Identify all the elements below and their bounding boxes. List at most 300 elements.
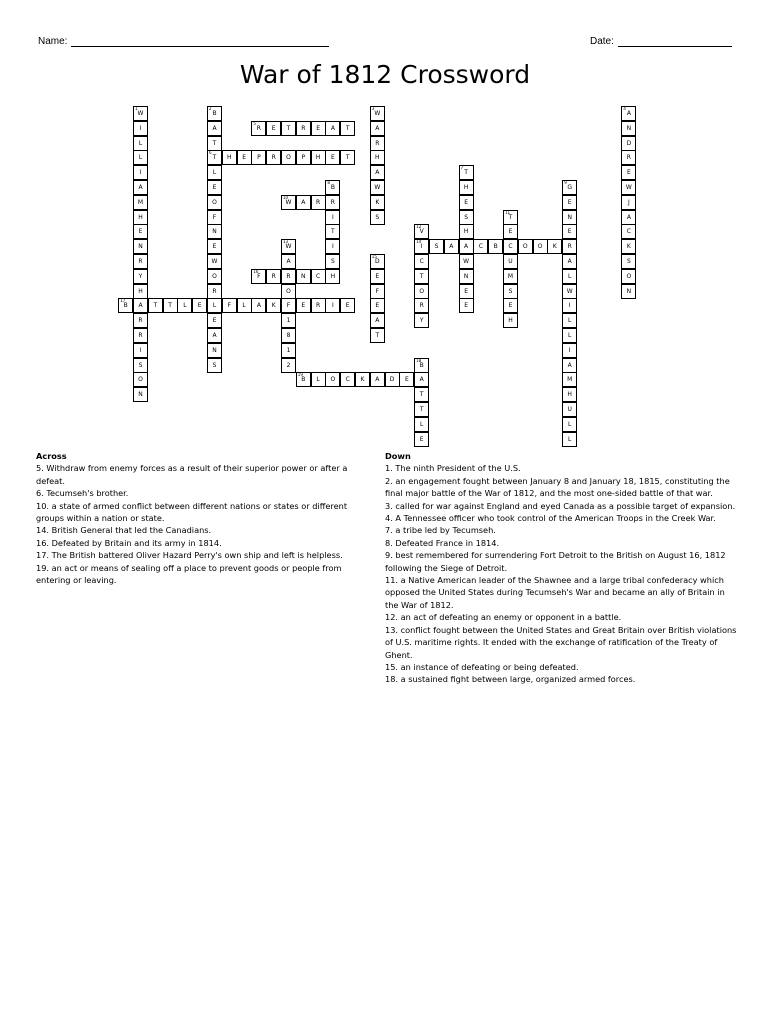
grid-cell[interactable] (311, 298, 326, 313)
cell-letter: E (345, 302, 350, 310)
cell-letter: P (301, 154, 306, 162)
cell-letter: N (138, 391, 143, 399)
grid-cell[interactable] (621, 180, 636, 195)
grid-cell[interactable] (207, 121, 222, 136)
grid-cell[interactable] (296, 269, 311, 284)
grid-cell[interactable] (148, 298, 163, 313)
grid-cell[interactable] (562, 343, 577, 358)
grid-cell[interactable] (133, 313, 148, 328)
grid-cell[interactable] (133, 372, 148, 387)
grid-cell[interactable] (266, 298, 281, 313)
cell-letter: Y (138, 272, 143, 280)
cell-letter: R (212, 287, 217, 295)
grid-cell[interactable] (340, 372, 355, 387)
grid-cell[interactable] (192, 298, 207, 313)
grid-cell[interactable] (562, 313, 577, 328)
grid-cell[interactable] (251, 150, 266, 165)
down-clue: 11. a Native American leader of the Shawnee and a large tribal confederacy which opposed the United States during Tecumseh's War and became an ally of Britain in the War of 1812. (385, 575, 725, 610)
grid-cell[interactable] (296, 150, 311, 165)
cell-letter: B (419, 361, 424, 369)
cell-letter: T (345, 154, 350, 162)
grid-cell[interactable] (562, 328, 577, 343)
grid-cell[interactable] (133, 343, 148, 358)
cell-letter: K (271, 302, 276, 310)
cell-letter: O (286, 287, 291, 295)
grid-cell[interactable] (414, 358, 429, 373)
cell-letter: W (285, 243, 292, 251)
cell-letter: 8 (286, 332, 291, 339)
cell-letter: R (567, 243, 572, 251)
cell-letter: T (212, 139, 217, 147)
grid-cell[interactable] (459, 269, 474, 284)
cell-letter: N (301, 272, 306, 280)
grid-cell[interactable] (133, 224, 148, 239)
cell-letter: A (626, 110, 631, 117)
cell-letter: C (419, 258, 424, 265)
down-clue: 13. conflict fought between the United States and Great Britain over British violations of U.S. maritime rights. It ended with the exchange of ratification of the Treaty of Ghent. (385, 624, 737, 660)
grid-cell[interactable] (325, 121, 340, 136)
grid-cell[interactable] (281, 328, 296, 343)
cell-letter: K (375, 198, 380, 206)
grid-cell[interactable] (325, 269, 340, 284)
grid-cell[interactable] (533, 239, 548, 254)
grid-cell[interactable] (266, 150, 281, 165)
grid-cell[interactable] (503, 313, 518, 328)
grid-cell[interactable] (621, 150, 636, 165)
down-heading: Down (385, 451, 411, 461)
cell-letter: H (375, 154, 380, 162)
cell-letter: N (463, 272, 469, 280)
grid-cell[interactable] (370, 284, 385, 299)
cell-letter: E (375, 302, 380, 310)
cell-letter: L (568, 420, 572, 428)
grid-cell[interactable] (133, 328, 148, 343)
cell-letter: A (449, 243, 454, 251)
grid-cell[interactable] (370, 150, 385, 165)
grid-cell[interactable] (325, 224, 340, 239)
cell-letter: O (138, 376, 143, 384)
grid-cell[interactable] (459, 298, 474, 313)
grid-cell[interactable] (207, 298, 222, 313)
grid-cell[interactable] (251, 298, 266, 313)
grid-cell[interactable] (370, 328, 385, 343)
grid-cell[interactable] (562, 417, 577, 432)
grid-cell[interactable] (266, 121, 281, 136)
grid-cell[interactable] (370, 298, 385, 313)
grid-cell[interactable] (340, 150, 355, 165)
grid-cell[interactable] (459, 165, 474, 180)
across-clue: 16. Defeated by Britain and its army in 1814. (36, 537, 222, 548)
grid-cell[interactable] (281, 121, 296, 136)
grid-cell[interactable] (370, 195, 385, 210)
grid-cell[interactable] (340, 121, 355, 136)
grid-cell[interactable] (207, 269, 222, 284)
down-clue-list (385, 462, 737, 685)
grid-cell[interactable] (414, 432, 429, 447)
cell-letter: W (463, 258, 470, 265)
cell-letter: E (508, 302, 513, 310)
grid-cell[interactable] (370, 121, 385, 136)
grid-cell[interactable] (370, 269, 385, 284)
grid-cell[interactable] (133, 269, 148, 284)
clue-number: 16 (253, 268, 259, 274)
grid-cell[interactable] (621, 224, 636, 239)
grid-cell[interactable] (621, 239, 636, 254)
cell-letter: A (567, 361, 572, 369)
cell-letter: R (330, 198, 335, 206)
cell-letter: I (332, 243, 334, 251)
cell-letter: U (508, 258, 513, 265)
grid-cell[interactable] (562, 254, 577, 269)
grid-cell[interactable] (281, 343, 296, 358)
down-clue: 12. an act of defeating an enemy or opponent in a battle. (385, 612, 622, 623)
grid-cell[interactable] (370, 165, 385, 180)
grid-cell[interactable] (385, 372, 400, 387)
grid-cell[interactable] (207, 239, 222, 254)
cell-letter: U (567, 406, 572, 413)
cell-letter: S (212, 361, 217, 369)
grid-cell[interactable] (562, 402, 577, 417)
grid-cell[interactable] (562, 224, 577, 239)
cell-letter: C (508, 243, 513, 251)
grid-cell[interactable] (296, 121, 311, 136)
grid-cell[interactable] (133, 106, 148, 121)
cell-letter: L (212, 302, 217, 310)
grid-cell[interactable] (325, 372, 340, 387)
grid-cell[interactable] (562, 372, 577, 387)
cell-letter: R (316, 198, 321, 206)
grid-cell[interactable] (133, 150, 148, 165)
grid-cell[interactable] (503, 224, 518, 239)
grid-cell[interactable] (621, 106, 636, 121)
grid-cell[interactable] (311, 269, 326, 284)
cell-letter: R (271, 154, 276, 162)
cell-letter: I (332, 302, 334, 310)
page-title: War of 1812 Crossword (239, 60, 531, 89)
grid-cell[interactable] (414, 417, 429, 432)
cell-letter: T (212, 154, 217, 162)
across-clue: 14. British General that led the Canadians. (36, 525, 212, 536)
grid-cell[interactable] (503, 284, 518, 299)
grid-cell[interactable] (414, 284, 429, 299)
down-clue: 8. Defeated France in 1814. (385, 537, 500, 548)
grid-cell[interactable] (562, 210, 577, 225)
grid-cell[interactable] (370, 106, 385, 121)
grid-cell[interactable] (459, 180, 474, 195)
cell-letter: E (464, 302, 468, 310)
grid-cell[interactable] (503, 254, 518, 269)
grid-cell[interactable] (237, 298, 252, 313)
down-clue: 15. an instance of defeating or being defeated. (385, 661, 579, 672)
grid-cell[interactable] (133, 210, 148, 225)
cell-letter: 1 (286, 346, 291, 354)
grid-cell[interactable] (133, 195, 148, 210)
cell-letter: B (212, 110, 217, 117)
grid-cell[interactable] (414, 254, 429, 269)
cell-letter: T (508, 213, 513, 221)
cell-letter: H (463, 184, 469, 191)
grid-cell[interactable] (311, 121, 326, 136)
grid-cell[interactable] (562, 298, 577, 313)
cell-letter: W (374, 184, 381, 191)
clue-number: 1 (135, 106, 138, 111)
grid-cell[interactable] (399, 372, 414, 387)
grid-cell[interactable] (222, 150, 237, 165)
cell-letter: F (212, 213, 217, 221)
cell-letter: L (568, 332, 572, 339)
cell-letter: H (138, 213, 143, 221)
grid-cell[interactable] (414, 269, 429, 284)
grid-cell[interactable] (118, 298, 133, 313)
grid-cell[interactable] (133, 121, 148, 136)
grid-cell[interactable] (562, 180, 577, 195)
grid-cell[interactable] (177, 298, 192, 313)
grid-cell[interactable] (207, 195, 222, 210)
grid-cell[interactable] (311, 372, 326, 387)
cell-letter: R (375, 139, 380, 147)
grid-cell[interactable] (325, 298, 340, 313)
grid-cell[interactable] (325, 254, 340, 269)
clue-number: 3 (371, 106, 375, 111)
cell-letter: H (508, 317, 513, 325)
cell-letter: O (626, 272, 632, 280)
grid-cell[interactable] (621, 165, 636, 180)
grid-cell[interactable] (133, 239, 148, 254)
grid-cell[interactable] (562, 432, 577, 447)
grid-cell[interactable] (251, 269, 266, 284)
grid-cell[interactable] (547, 239, 562, 254)
grid-cell[interactable] (621, 121, 636, 136)
cell-letter: P (257, 154, 261, 162)
grid-cell[interactable] (340, 298, 355, 313)
grid-cell[interactable] (473, 239, 488, 254)
cell-letter: T (375, 332, 380, 339)
grid-cell[interactable] (621, 269, 636, 284)
grid-cell[interactable] (459, 239, 474, 254)
cell-letter: I (568, 302, 571, 310)
grid-cell[interactable] (459, 254, 474, 269)
grid-cell[interactable] (503, 239, 518, 254)
grid-cell[interactable] (370, 254, 385, 269)
grid-cell[interactable] (325, 150, 340, 165)
grid-cell[interactable] (311, 150, 326, 165)
cell-letter: D (389, 376, 395, 384)
grid-cell[interactable] (414, 372, 429, 387)
grid-cell[interactable] (207, 180, 222, 195)
cell-letter: A (375, 169, 380, 177)
grid-cell[interactable] (207, 224, 222, 239)
grid-cell[interactable] (370, 313, 385, 328)
grid-cell[interactable] (562, 284, 577, 299)
grid-cell[interactable] (562, 358, 577, 373)
grid-cell[interactable] (370, 210, 385, 225)
cell-letter: S (434, 243, 439, 251)
cell-letter: N (138, 243, 143, 251)
cell-letter: L (212, 169, 217, 177)
cell-letter: 1 (286, 317, 291, 325)
grid-cell[interactable] (370, 180, 385, 195)
name-label: Name: (38, 36, 68, 47)
across-clue: 5. Withdraw from enemy forces as a result of their superior power or after a defeat. (36, 463, 348, 486)
grid-cell[interactable] (414, 313, 429, 328)
grid-cell[interactable] (621, 254, 636, 269)
grid-cell[interactable] (281, 150, 296, 165)
cell-letter: N (567, 213, 572, 221)
cell-letter: T (419, 272, 424, 280)
grid-cell[interactable] (503, 210, 518, 225)
clue-number: 2 (209, 106, 212, 111)
cell-letter: F (286, 302, 291, 310)
grid-cell[interactable] (207, 106, 222, 121)
crossword-grid (0, 0, 770, 450)
grid-cell[interactable] (414, 298, 429, 313)
grid-cell[interactable] (133, 298, 148, 313)
down-clue: 7. a tribe led by Tecumseh. (385, 525, 496, 536)
grid-cell[interactable] (251, 121, 266, 136)
grid-cell[interactable] (325, 239, 340, 254)
grid-cell[interactable] (133, 284, 148, 299)
grid-cell[interactable] (133, 387, 148, 402)
cell-letter: T (419, 406, 424, 413)
grid-cell[interactable] (163, 298, 178, 313)
cell-letter: L (568, 272, 572, 280)
grid-cell[interactable] (207, 343, 222, 358)
grid-cell[interactable] (370, 136, 385, 151)
cell-letter: L (138, 154, 143, 162)
grid-cell[interactable] (414, 224, 429, 239)
grid-cell[interactable] (207, 284, 222, 299)
cell-letter: A (567, 258, 572, 265)
cell-letter: N (212, 228, 217, 236)
grid-cell[interactable] (207, 150, 222, 165)
grid-cell[interactable] (296, 372, 311, 387)
grid-cell[interactable] (207, 313, 222, 328)
cell-letter: S (375, 213, 380, 221)
grid-cell[interactable] (444, 239, 459, 254)
grid-cell[interactable] (207, 358, 222, 373)
clue-number: 4 (623, 106, 626, 111)
cell-letter: M (507, 272, 514, 280)
grid-cell[interactable] (518, 239, 533, 254)
grid-cell[interactable] (414, 239, 429, 254)
grid-cell[interactable] (621, 195, 636, 210)
grid-cell[interactable] (621, 136, 636, 151)
grid-cell[interactable] (459, 195, 474, 210)
cell-letter: A (464, 243, 469, 251)
grid-cell[interactable] (266, 269, 281, 284)
cell-letter: H (330, 272, 336, 280)
grid-cell[interactable] (429, 239, 444, 254)
down-clue: 18. a sustained fight between large, organized armed forces. (385, 674, 636, 685)
cell-letter: C (626, 228, 631, 236)
grid-cell[interactable] (414, 387, 429, 402)
grid-cell[interactable] (459, 210, 474, 225)
grid-cell[interactable] (503, 269, 518, 284)
grid-cell[interactable] (621, 284, 636, 299)
grid-cell[interactable] (296, 195, 311, 210)
grid-cell[interactable] (207, 254, 222, 269)
cell-letter: D (626, 139, 632, 147)
grid-cell[interactable] (281, 254, 296, 269)
cell-letter: E (464, 287, 468, 295)
cell-letter: E (271, 124, 276, 132)
cell-letter: T (464, 169, 468, 177)
cell-letter: C (345, 376, 350, 384)
cell-letter: A (626, 213, 631, 221)
cell-letter: R (138, 317, 143, 325)
cell-letter: F (257, 272, 261, 280)
cell-letter: I (420, 243, 423, 251)
grid-cell[interactable] (459, 284, 474, 299)
grid-cell[interactable] (562, 387, 577, 402)
cell-letter: R (286, 272, 291, 280)
grid-cell[interactable] (325, 210, 340, 225)
cell-letter: H (227, 154, 232, 162)
grid-cell[interactable] (355, 372, 370, 387)
cell-letter: K (360, 376, 365, 384)
grid-cell[interactable] (562, 195, 577, 210)
grid-cell[interactable] (281, 298, 296, 313)
grid-cell[interactable] (281, 284, 296, 299)
grid-cell[interactable] (222, 298, 237, 313)
grid-cell[interactable] (488, 239, 503, 254)
grid-cell[interactable] (562, 269, 577, 284)
across-clues (36, 450, 364, 586)
down-clue: 1. The ninth President of the U.S. (385, 463, 521, 474)
grid-cell[interactable] (281, 239, 296, 254)
cell-letter: O (212, 272, 217, 280)
grid-cell[interactable] (281, 358, 296, 373)
grid-cell[interactable] (281, 269, 296, 284)
cell-letter: E (212, 184, 217, 191)
grid-cell[interactable] (296, 298, 311, 313)
grid-cell[interactable] (133, 358, 148, 373)
cell-letter: E (404, 376, 409, 384)
grid-cell[interactable] (414, 402, 429, 417)
grid-cell[interactable] (133, 254, 148, 269)
cell-letter: S (626, 258, 631, 265)
cell-letter: A (375, 124, 380, 132)
grid-cell[interactable] (207, 328, 222, 343)
grid-cell[interactable] (133, 180, 148, 195)
cell-letter: H (463, 228, 469, 236)
grid-cell[interactable] (325, 195, 340, 210)
grid-cell[interactable] (133, 165, 148, 180)
cell-letter: E (212, 243, 217, 251)
grid-cell[interactable] (370, 372, 385, 387)
grid-cell[interactable] (503, 298, 518, 313)
grid-cell[interactable] (562, 239, 577, 254)
clue-number: 18 (416, 357, 422, 363)
grid-cell[interactable] (281, 313, 296, 328)
grid-cell[interactable] (133, 136, 148, 151)
grid-cell[interactable] (459, 224, 474, 239)
cell-letter: E (567, 198, 572, 206)
clue-number: 11 (505, 209, 511, 215)
grid-cell[interactable] (207, 165, 222, 180)
grid-cell[interactable] (325, 180, 340, 195)
cell-letter: R (271, 272, 276, 280)
grid-cell[interactable] (207, 210, 222, 225)
grid-cell[interactable] (311, 195, 326, 210)
grid-cell[interactable] (237, 150, 252, 165)
cell-letter: L (568, 435, 572, 443)
grid-cell[interactable] (207, 136, 222, 151)
cell-letter: L (242, 302, 246, 310)
grid-cell[interactable] (621, 210, 636, 225)
grid-cell[interactable] (281, 195, 296, 210)
cell-letter: B (330, 184, 335, 191)
